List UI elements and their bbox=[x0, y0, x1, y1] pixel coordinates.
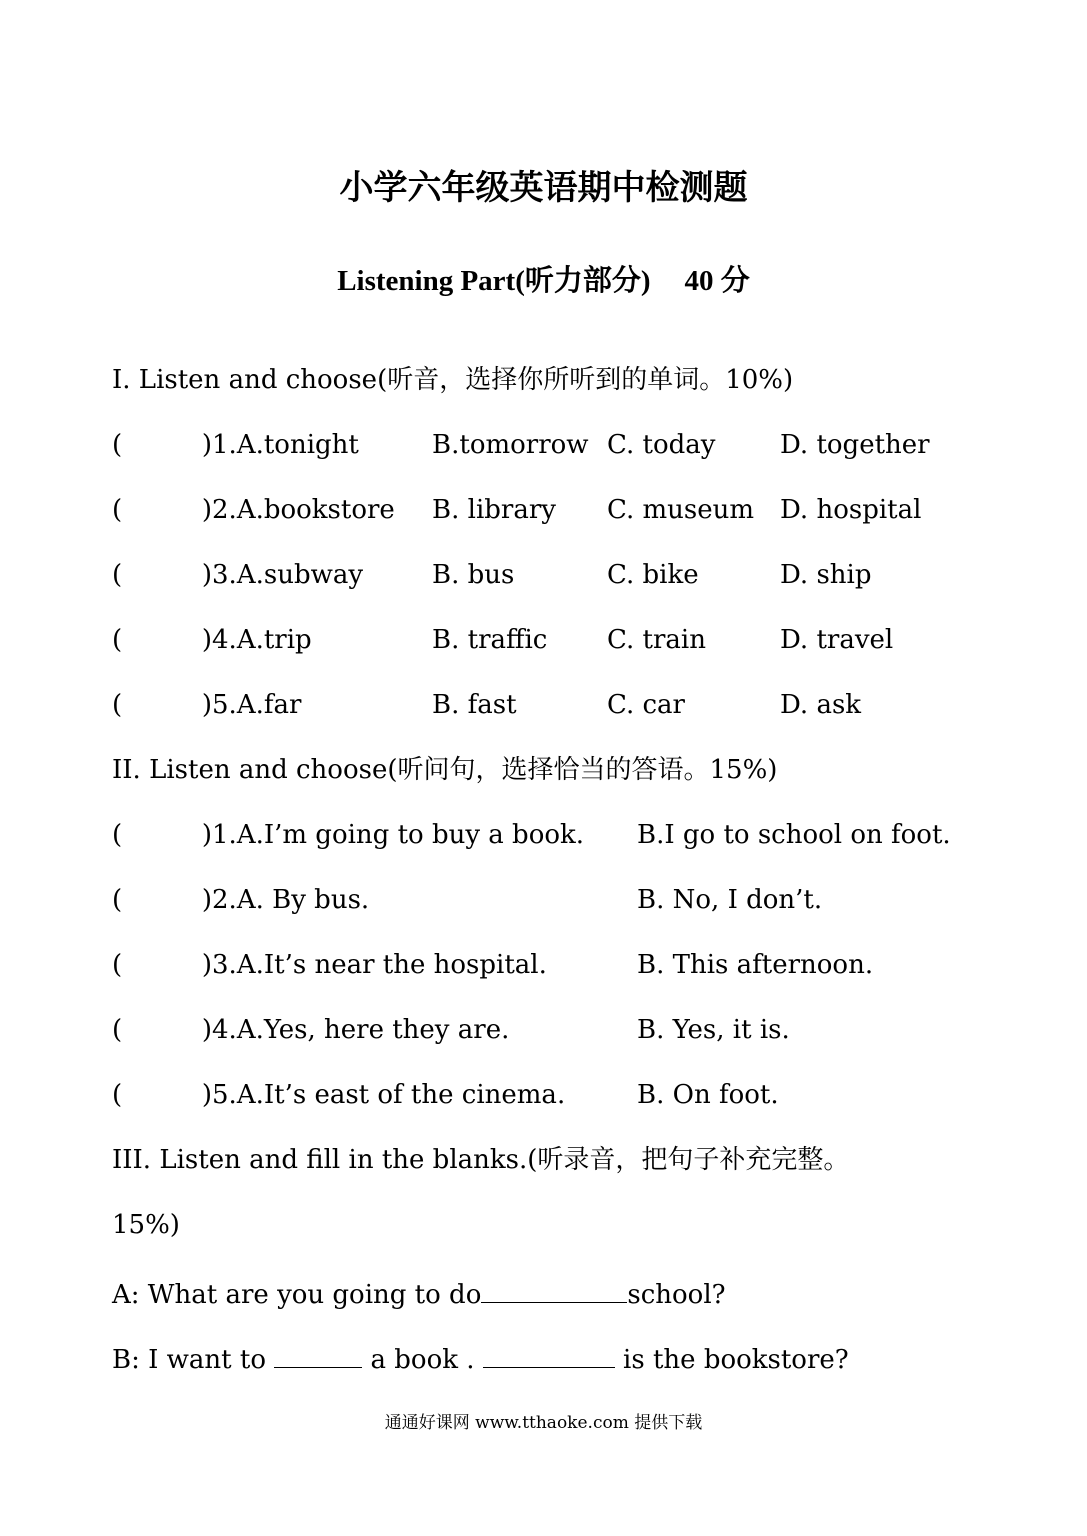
answer-blank[interactable]: ( ) bbox=[112, 820, 212, 850]
answer-blank[interactable]: ( ) bbox=[112, 495, 212, 525]
option-a: 2.A. By bus. bbox=[212, 885, 370, 915]
option-a: 1.A.I’m going to buy a book. bbox=[212, 820, 585, 850]
option-c: C. car bbox=[607, 690, 685, 720]
s2-question-3 bbox=[112, 940, 1072, 1005]
option-b: B.tomorrow bbox=[432, 430, 589, 460]
s1-question-5 bbox=[112, 680, 1072, 745]
section2-heading: II. Listen and choose(听问句，选择恰当的答语。15%) bbox=[112, 755, 778, 785]
s1-question-3 bbox=[112, 550, 1072, 615]
answer-blank[interactable]: ( ) bbox=[112, 950, 212, 980]
option-a: 2.A.bookstore bbox=[212, 495, 395, 525]
answer-blank[interactable]: ( ) bbox=[112, 1015, 212, 1045]
section3-heading-cont: 15%) bbox=[112, 1210, 180, 1240]
option-c: C. museum bbox=[607, 495, 755, 525]
option-b: B. This afternoon. bbox=[637, 950, 874, 980]
fill-blank[interactable] bbox=[274, 1337, 362, 1368]
option-b: B. traffic bbox=[432, 625, 548, 655]
option-b: B. Yes, it is. bbox=[637, 1015, 790, 1045]
answer-blank[interactable]: ( ) bbox=[112, 690, 212, 720]
s1-question-2 bbox=[112, 485, 1072, 550]
fill-blank[interactable] bbox=[483, 1337, 615, 1368]
fill-line-b: B: I want to a book . is the bookstore? bbox=[112, 1335, 1072, 1400]
option-b: B.I go to school on foot. bbox=[637, 820, 951, 850]
option-b: B. On foot. bbox=[637, 1080, 779, 1110]
answer-blank[interactable]: ( ) bbox=[112, 625, 212, 655]
s2-question-2 bbox=[112, 875, 1072, 940]
footer-credit: 通通好课网 www.tthaoke.com 提供下载 bbox=[384, 1413, 703, 1433]
option-b: B. bus bbox=[432, 560, 515, 590]
option-d: D. ship bbox=[780, 560, 872, 590]
option-b: B. library bbox=[432, 495, 556, 525]
subtitle-score: 40 分 bbox=[684, 265, 750, 297]
fill-blank[interactable] bbox=[481, 1272, 627, 1303]
option-a: 4.A.trip bbox=[212, 625, 312, 655]
page-title: 小学六年级英语期中检测题 bbox=[339, 168, 748, 208]
s1-question-1 bbox=[112, 420, 1072, 485]
option-c: C. bike bbox=[607, 560, 699, 590]
answer-blank[interactable]: ( ) bbox=[112, 1080, 212, 1110]
option-b: B. fast bbox=[432, 690, 517, 720]
fill-line-a: A: What are you going to do school? bbox=[112, 1270, 1072, 1335]
section3-heading: III. Listen and fill in the blanks.(听录音，把句子补充完整。 bbox=[112, 1145, 850, 1175]
option-a: 3.A.It’s near the hospital. bbox=[212, 950, 547, 980]
option-a: 3.A.subway bbox=[212, 560, 364, 590]
option-a: 5.A.far bbox=[212, 690, 302, 720]
answer-blank[interactable]: ( ) bbox=[112, 430, 212, 460]
option-b: B. No, I don’t. bbox=[637, 885, 823, 915]
option-c: C. train bbox=[607, 625, 706, 655]
option-c: C. today bbox=[607, 430, 716, 460]
subtitle-main: Listening Part(听力部分) bbox=[337, 265, 651, 297]
section1-heading: I. Listen and choose(听音，选择你所听到的单词。10%) bbox=[112, 365, 794, 395]
s2-question-4 bbox=[112, 1005, 1072, 1070]
option-a: 4.A.Yes, here they are. bbox=[212, 1015, 510, 1045]
s1-question-4 bbox=[112, 615, 1072, 680]
exam-body bbox=[112, 355, 1072, 1400]
answer-blank[interactable]: ( ) bbox=[112, 885, 212, 915]
s2-question-5 bbox=[112, 1070, 1072, 1135]
option-d: D. together bbox=[780, 430, 930, 460]
option-d: D. ask bbox=[780, 690, 862, 720]
subtitle bbox=[0, 258, 1087, 299]
answer-blank[interactable]: ( ) bbox=[112, 560, 212, 590]
s2-question-1 bbox=[112, 810, 1072, 875]
option-a: 1.A.tonight bbox=[212, 430, 359, 460]
option-a: 5.A.It’s east of the cinema. bbox=[212, 1080, 566, 1110]
option-d: D. hospital bbox=[780, 495, 922, 525]
option-d: D. travel bbox=[780, 625, 894, 655]
